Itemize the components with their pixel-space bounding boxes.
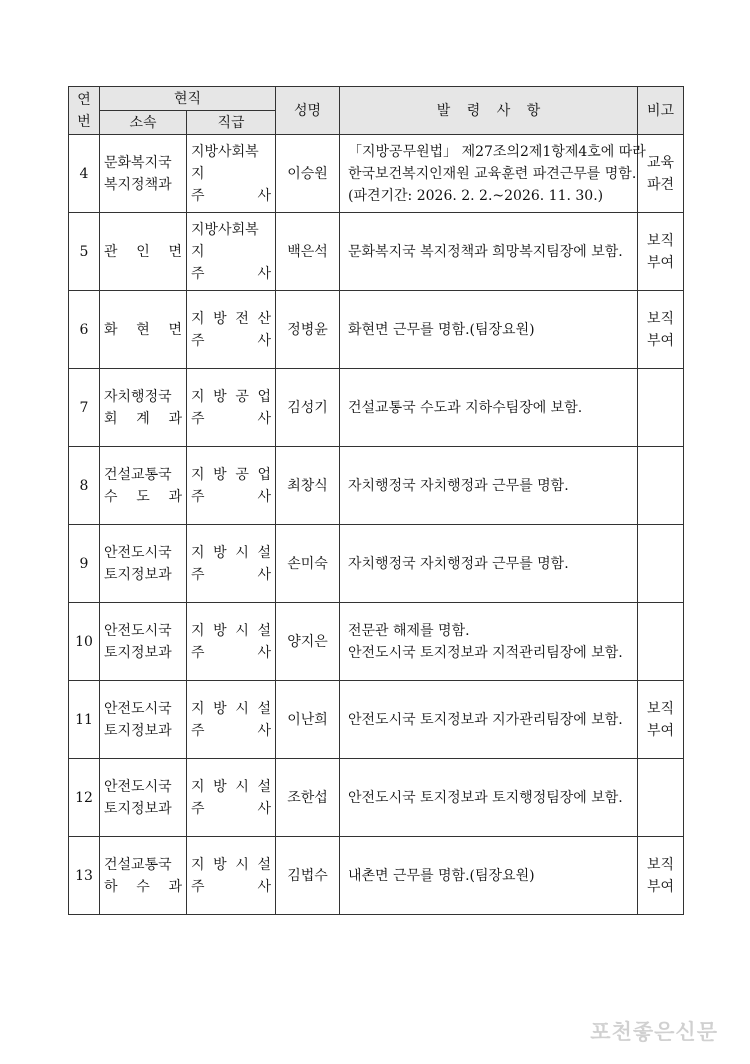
newspaper-watermark: 포천좋은신문 — [590, 1020, 718, 1044]
order-line: 자치행정국 자치행정과 근무를 명함. — [348, 555, 569, 572]
row-department — [100, 291, 187, 369]
department-line-1: 안전도시국 — [104, 700, 172, 717]
row-number: 12 — [69, 759, 100, 837]
rank-line-2: 주 사 — [191, 265, 271, 282]
row-number: 9 — [69, 525, 100, 603]
row-rank — [187, 135, 276, 213]
order-line: 건설교통국 수도과 지하수팀장에 보함. — [348, 399, 583, 416]
row-note — [638, 447, 684, 525]
row-person-name: 이승원 — [276, 135, 340, 213]
row-department — [100, 837, 187, 915]
department-line-2: 수 도 과 — [104, 488, 182, 505]
table-row — [69, 837, 684, 915]
order-line: 한국보건복지인재원 교육훈련 파견근무를 명함. — [348, 165, 637, 182]
row-rank — [187, 369, 276, 447]
department-line-1: 안전도시국 — [104, 544, 172, 561]
department-line-2: 토지정보과 — [104, 566, 172, 583]
department-line-1: 문화복지국 — [104, 154, 172, 171]
order-line: 자치행정국 자치행정과 근무를 명함. — [348, 477, 569, 494]
department-line-1: 화 현 면 — [104, 321, 182, 338]
row-number: 7 — [69, 369, 100, 447]
row-number: 8 — [69, 447, 100, 525]
row-number: 13 — [69, 837, 100, 915]
order-line: 화현면 근무를 명함.(팀장요원) — [348, 321, 535, 338]
order-line: 전문관 해제를 명함. — [348, 622, 470, 639]
table-row — [69, 369, 684, 447]
row-note — [638, 603, 684, 681]
header-name: 성명 — [276, 87, 340, 135]
note-line-2: 파견 — [646, 176, 675, 193]
department-line-2: 복지정책과 — [104, 176, 172, 193]
table-row — [69, 525, 684, 603]
row-rank — [187, 837, 276, 915]
row-department — [100, 603, 187, 681]
rank-line-2: 주 사 — [191, 410, 271, 427]
row-order — [340, 525, 638, 603]
rank-line-1: 지 방 시 설 — [191, 622, 271, 639]
row-person-name: 정병윤 — [276, 291, 340, 369]
row-number: 10 — [69, 603, 100, 681]
row-order — [340, 603, 638, 681]
row-note — [638, 213, 684, 291]
row-department — [100, 681, 187, 759]
row-person-name: 손미숙 — [276, 525, 340, 603]
row-order — [340, 213, 638, 291]
department-line-1: 안전도시국 — [104, 622, 172, 639]
table-body — [69, 135, 684, 915]
header-current: 현직 — [100, 87, 276, 111]
row-rank — [187, 447, 276, 525]
department-line-1: 건설교통국 — [104, 466, 172, 483]
department-line-2: 토지정보과 — [104, 800, 172, 817]
rank-line-1: 지 방 시 설 — [191, 856, 271, 873]
row-order — [340, 447, 638, 525]
row-person-name: 김법수 — [276, 837, 340, 915]
header-dept: 소속 — [100, 111, 187, 135]
row-note — [638, 291, 684, 369]
note-line-1: 보직 — [646, 310, 675, 327]
row-department — [100, 447, 187, 525]
note-line-1: 교육 — [646, 154, 675, 171]
rank-line-1: 지 방 공 업 — [191, 388, 271, 405]
department-line-1: 안전도시국 — [104, 778, 172, 795]
note-line-2: 부여 — [646, 332, 675, 349]
row-number: 11 — [69, 681, 100, 759]
row-note — [638, 525, 684, 603]
order-line: 안전도시국 토지정보과 지가관리팀장에 보함. — [348, 711, 623, 728]
department-line-2: 회 계 과 — [104, 410, 182, 427]
rank-line-2: 주 사 — [191, 566, 271, 583]
row-department — [100, 759, 187, 837]
order-line: 문화복지국 복지정책과 희망복지팀장에 보함. — [348, 243, 623, 260]
row-note — [638, 759, 684, 837]
rank-line-2: 주 사 — [191, 187, 271, 204]
row-person-name: 이난희 — [276, 681, 340, 759]
personnel-order-table — [68, 86, 684, 915]
department-line-2: 토지정보과 — [104, 644, 172, 661]
header-order: 발 령 사 항 — [340, 87, 638, 135]
note-line-1: 보직 — [646, 856, 675, 873]
rank-line-1: 지 방 전 산 — [191, 310, 271, 327]
rank-line-2: 주 사 — [191, 488, 271, 505]
row-order — [340, 681, 638, 759]
table-row — [69, 213, 684, 291]
row-rank — [187, 681, 276, 759]
note-line-2: 부여 — [646, 878, 675, 895]
row-rank — [187, 213, 276, 291]
row-department — [100, 213, 187, 291]
row-rank — [187, 603, 276, 681]
rank-line-1: 지 방 시 설 — [191, 700, 271, 717]
department-line-1: 자치행정국 — [104, 388, 172, 405]
rank-line-1: 지 방 시 설 — [191, 778, 271, 795]
rank-line-1: 지방사회복지 — [191, 221, 259, 260]
rank-line-2: 주 사 — [191, 800, 271, 817]
row-person-name: 양지은 — [276, 603, 340, 681]
row-rank — [187, 759, 276, 837]
row-department — [100, 135, 187, 213]
rank-line-2: 주 사 — [191, 332, 271, 349]
row-order — [340, 135, 646, 213]
note-line-2: 부여 — [646, 254, 675, 271]
row-number: 6 — [69, 291, 100, 369]
table-row — [69, 759, 684, 837]
department-line-2: 토지정보과 — [104, 722, 172, 739]
row-number: 4 — [69, 135, 100, 213]
order-line: 내촌면 근무를 명함.(팀장요원) — [348, 867, 535, 884]
order-line: (파견기간: 2026. 2. 2.~2026. 11. 30.) — [348, 187, 604, 204]
row-order — [340, 759, 638, 837]
row-person-name: 김성기 — [276, 369, 340, 447]
header-note: 비고 — [638, 87, 684, 135]
order-line: 「지방공무원법」 제27조의2제1항제4호에 따라 — [348, 143, 646, 160]
table-row — [69, 135, 684, 213]
table-row — [69, 603, 684, 681]
header-rank: 직급 — [187, 111, 276, 135]
rank-line-2: 주 사 — [191, 722, 271, 739]
row-rank — [187, 291, 276, 369]
header-no-bottom: 번 — [77, 113, 91, 130]
note-line-1: 보직 — [646, 232, 675, 249]
row-number: 5 — [69, 213, 100, 291]
row-order — [340, 369, 638, 447]
department-line-2: 하 수 과 — [104, 878, 182, 895]
row-note — [638, 837, 684, 915]
table-row — [69, 681, 684, 759]
header-row-1 — [69, 87, 684, 111]
order-line: 안전도시국 토지정보과 지적관리팀장에 보함. — [348, 644, 623, 661]
table-row — [69, 291, 684, 369]
row-note — [638, 369, 684, 447]
department-line-1: 건설교통국 — [104, 856, 172, 873]
row-department — [100, 369, 187, 447]
row-note — [638, 681, 684, 759]
rank-line-1: 지방사회복지 — [191, 143, 259, 182]
header-no — [69, 87, 100, 135]
row-person-name: 최창식 — [276, 447, 340, 525]
row-department — [100, 525, 187, 603]
row-person-name: 백은석 — [276, 213, 340, 291]
rank-line-2: 주 사 — [191, 644, 271, 661]
note-line-1: 보직 — [646, 700, 675, 717]
order-line: 안전도시국 토지정보과 토지행정팀장에 보함. — [348, 789, 623, 806]
note-line-2: 부여 — [646, 722, 675, 739]
row-order — [340, 837, 638, 915]
rank-line-1: 지 방 공 업 — [191, 466, 271, 483]
department-line-1: 관 인 면 — [104, 243, 182, 260]
rank-line-1: 지 방 시 설 — [191, 544, 271, 561]
rank-line-2: 주 사 — [191, 878, 271, 895]
header-no-top: 연 — [77, 91, 91, 108]
table-row — [69, 447, 684, 525]
row-person-name: 조한섭 — [276, 759, 340, 837]
row-rank — [187, 525, 276, 603]
row-order — [340, 291, 638, 369]
